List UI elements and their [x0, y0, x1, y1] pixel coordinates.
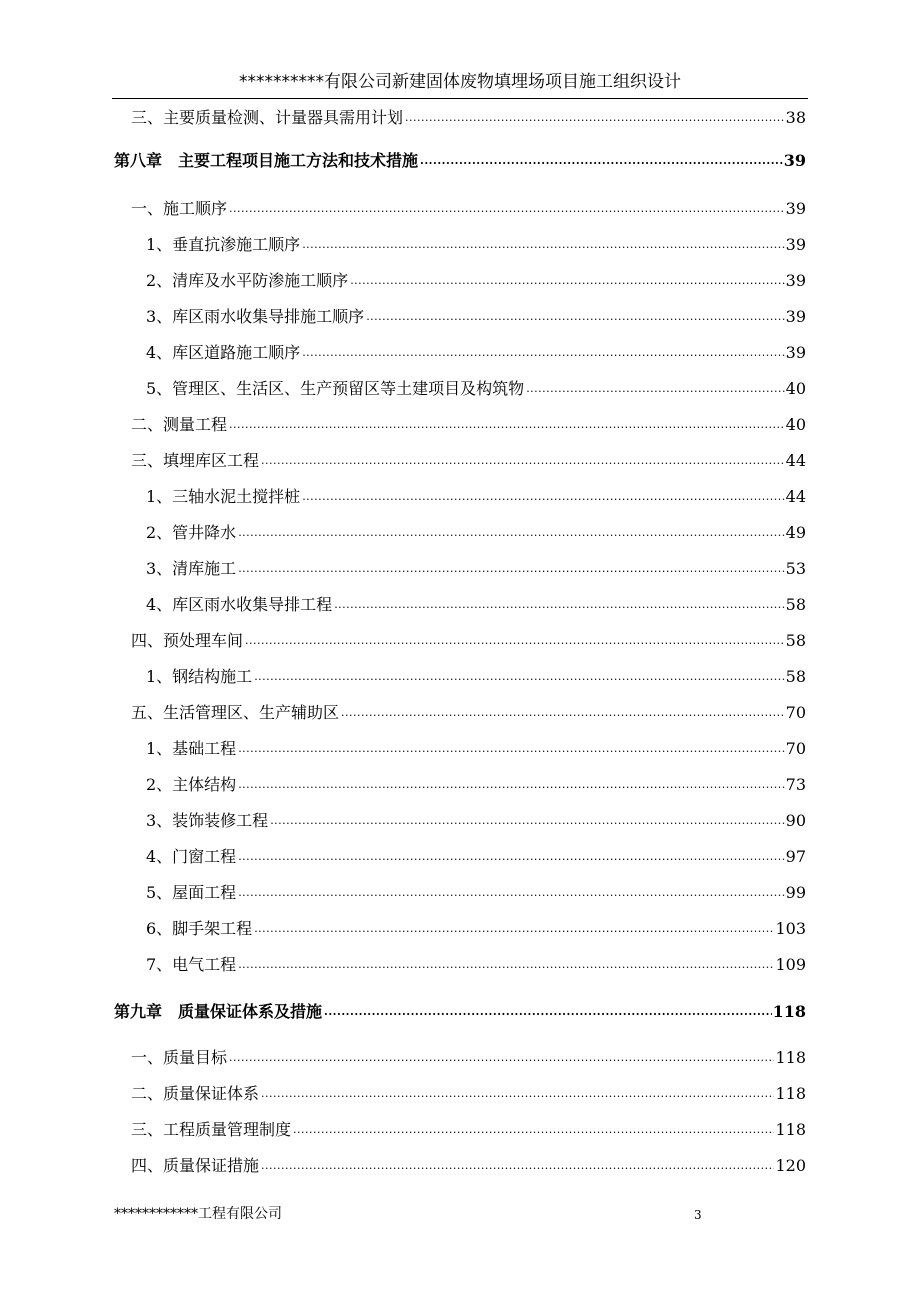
toc-dot-leader [366, 303, 784, 329]
toc-dot-leader [229, 411, 785, 437]
toc-dot-leader [302, 483, 784, 509]
toc-entry-title: 2、清库及水平防渗施工顺序 [146, 271, 349, 290]
toc-entry[interactable] [131, 449, 806, 473]
toc-dot-leader [302, 339, 784, 365]
toc-entry[interactable] [146, 521, 806, 545]
toc-entry-title: 第九章 质量保证体系及措施 [114, 1002, 323, 1021]
toc-entry[interactable] [131, 629, 806, 653]
toc-entry-title: 1、钢结构施工 [146, 667, 253, 686]
toc-entry-page: 109 [775, 955, 806, 974]
toc-entry[interactable] [146, 773, 806, 797]
toc-entry-title: 三、工程质量管理制度 [131, 1120, 292, 1139]
toc-dot-leader [261, 1080, 774, 1106]
toc-entry-page: 39 [783, 151, 806, 170]
toc-dot-leader [254, 663, 784, 689]
toc-entry[interactable] [146, 341, 806, 365]
toc-entry[interactable] [146, 881, 806, 905]
toc-dot-leader [420, 147, 783, 173]
toc-entry-page: 58 [785, 595, 806, 614]
toc-entry-title: 四、质量保证措施 [131, 1156, 260, 1175]
toc-entry[interactable] [146, 233, 806, 257]
toc-entry[interactable] [146, 809, 806, 833]
toc-dot-leader [238, 519, 784, 545]
toc-dot-leader [238, 735, 784, 761]
toc-entry-page: 39 [785, 307, 806, 326]
toc-entry[interactable] [131, 106, 806, 130]
toc-dot-leader [293, 1116, 774, 1142]
toc-dot-leader [341, 699, 785, 725]
toc-entry-page: 73 [785, 775, 806, 794]
toc-dot-leader [254, 915, 774, 941]
toc-entry-page: 44 [785, 451, 806, 470]
toc-dot-leader [526, 375, 784, 401]
toc-entry[interactable] [146, 665, 806, 689]
toc-entry-title: 2、主体结构 [146, 775, 237, 794]
toc-dot-leader [238, 843, 784, 869]
toc-dot-leader [238, 771, 784, 797]
toc-entry-page: 120 [775, 1156, 806, 1175]
toc-chapter-entry[interactable] [114, 149, 806, 173]
toc-dot-leader [302, 231, 784, 257]
toc-entry[interactable] [146, 269, 806, 293]
toc-entry-page: 39 [785, 235, 806, 254]
toc-entry[interactable] [131, 1082, 806, 1106]
toc-dot-leader [261, 447, 785, 473]
toc-entry-page: 97 [785, 847, 806, 866]
toc-dot-leader [324, 998, 772, 1024]
toc-entry[interactable] [146, 485, 806, 509]
toc-entry-page: 44 [785, 487, 806, 506]
toc-dot-leader [238, 555, 784, 581]
toc-dot-leader [229, 1044, 774, 1070]
toc-dot-leader [261, 1152, 774, 1178]
toc-chapter-entry[interactable] [114, 1000, 806, 1024]
toc-entry-page: 90 [785, 811, 806, 830]
toc-entry-page: 58 [785, 631, 806, 650]
toc-dot-leader [405, 104, 785, 130]
toc-entry-title: 4、库区道路施工顺序 [146, 343, 301, 362]
toc-entry-title: 一、质量目标 [131, 1048, 228, 1067]
toc-entry-title: 五、生活管理区、生产辅助区 [131, 703, 340, 722]
toc-entry-page: 53 [785, 559, 806, 578]
toc-entry[interactable] [131, 1046, 806, 1070]
toc-entry[interactable] [146, 377, 806, 401]
toc-entry[interactable] [146, 845, 806, 869]
toc-entry-title: 1、基础工程 [146, 739, 237, 758]
toc-entry-title: 5、屋面工程 [146, 883, 237, 902]
toc-entry[interactable] [146, 593, 806, 617]
toc-entry-page: 58 [785, 667, 806, 686]
toc-entry[interactable] [146, 953, 806, 977]
toc-entry-title: 4、门窗工程 [146, 847, 237, 866]
toc-entry-page: 40 [785, 379, 806, 398]
toc-entry-page: 39 [785, 343, 806, 362]
toc-entry-page: 38 [785, 108, 806, 127]
toc-entry-page: 118 [772, 1002, 806, 1021]
toc-entry-page: 70 [785, 703, 806, 722]
toc-entry[interactable] [146, 305, 806, 329]
toc-entry-title: 三、填埋库区工程 [131, 451, 260, 470]
toc-entry-title: 第八章 主要工程项目施工方法和技术措施 [114, 151, 419, 170]
toc-entry-page: 118 [775, 1048, 806, 1067]
toc-entry[interactable] [131, 1118, 806, 1142]
toc-entry-title: 1、三轴水泥土搅拌桩 [146, 487, 301, 506]
toc-entry-title: 7、电气工程 [146, 955, 237, 974]
toc-entry-title: 6、脚手架工程 [146, 919, 253, 938]
footer-page-number: 3 [694, 1208, 702, 1222]
toc-dot-leader [229, 195, 785, 221]
toc-entry-title: 一、施工顺序 [131, 199, 228, 218]
toc-entry[interactable] [131, 197, 806, 221]
toc-entry[interactable] [131, 701, 806, 725]
toc-entry[interactable] [146, 557, 806, 581]
toc-entry-page: 103 [775, 919, 806, 938]
footer-company: ************工程有限公司 [114, 1206, 282, 1222]
toc-entry-title: 3、装饰装修工程 [146, 811, 269, 830]
toc-entry-page: 70 [785, 739, 806, 758]
running-header-title: **********有限公司新建固体废物填埋场项目施工组织设计 [239, 72, 681, 92]
toc-dot-leader [334, 591, 784, 617]
toc-entry[interactable] [131, 413, 806, 437]
toc-dot-leader [238, 879, 784, 905]
toc-entry-title: 2、管井降水 [146, 523, 237, 542]
toc-entry[interactable] [146, 917, 806, 941]
toc-entry-page: 99 [785, 883, 806, 902]
toc-entry-page: 118 [775, 1120, 806, 1139]
toc-dot-leader [350, 267, 784, 293]
toc-entry[interactable] [131, 1154, 806, 1178]
toc-entry-page: 49 [785, 523, 806, 542]
toc-entry-title: 3、清库施工 [146, 559, 237, 578]
toc-entry-page: 118 [775, 1084, 806, 1103]
toc-dot-leader [238, 951, 774, 977]
toc-entry-title: 4、库区雨水收集导排工程 [146, 595, 333, 614]
toc-entry-title: 二、质量保证体系 [131, 1084, 260, 1103]
toc-entry-page: 40 [785, 415, 806, 434]
toc-dot-leader [245, 627, 785, 653]
toc-entry-title: 三、主要质量检测、计量器具需用计划 [131, 108, 404, 127]
toc-entry-title: 5、管理区、生活区、生产预留区等土建项目及构筑物 [146, 379, 525, 398]
toc-entry-page: 39 [785, 271, 806, 290]
toc-entry-title: 3、库区雨水收集导排施工顺序 [146, 307, 365, 326]
toc-entry-title: 二、测量工程 [131, 415, 228, 434]
toc-entry-page: 39 [785, 199, 806, 218]
toc-entry-title: 四、预处理车间 [131, 631, 244, 650]
toc-dot-leader [270, 807, 784, 833]
toc-entry-title: 1、垂直抗渗施工顺序 [146, 235, 301, 254]
toc-entry[interactable] [146, 737, 806, 761]
